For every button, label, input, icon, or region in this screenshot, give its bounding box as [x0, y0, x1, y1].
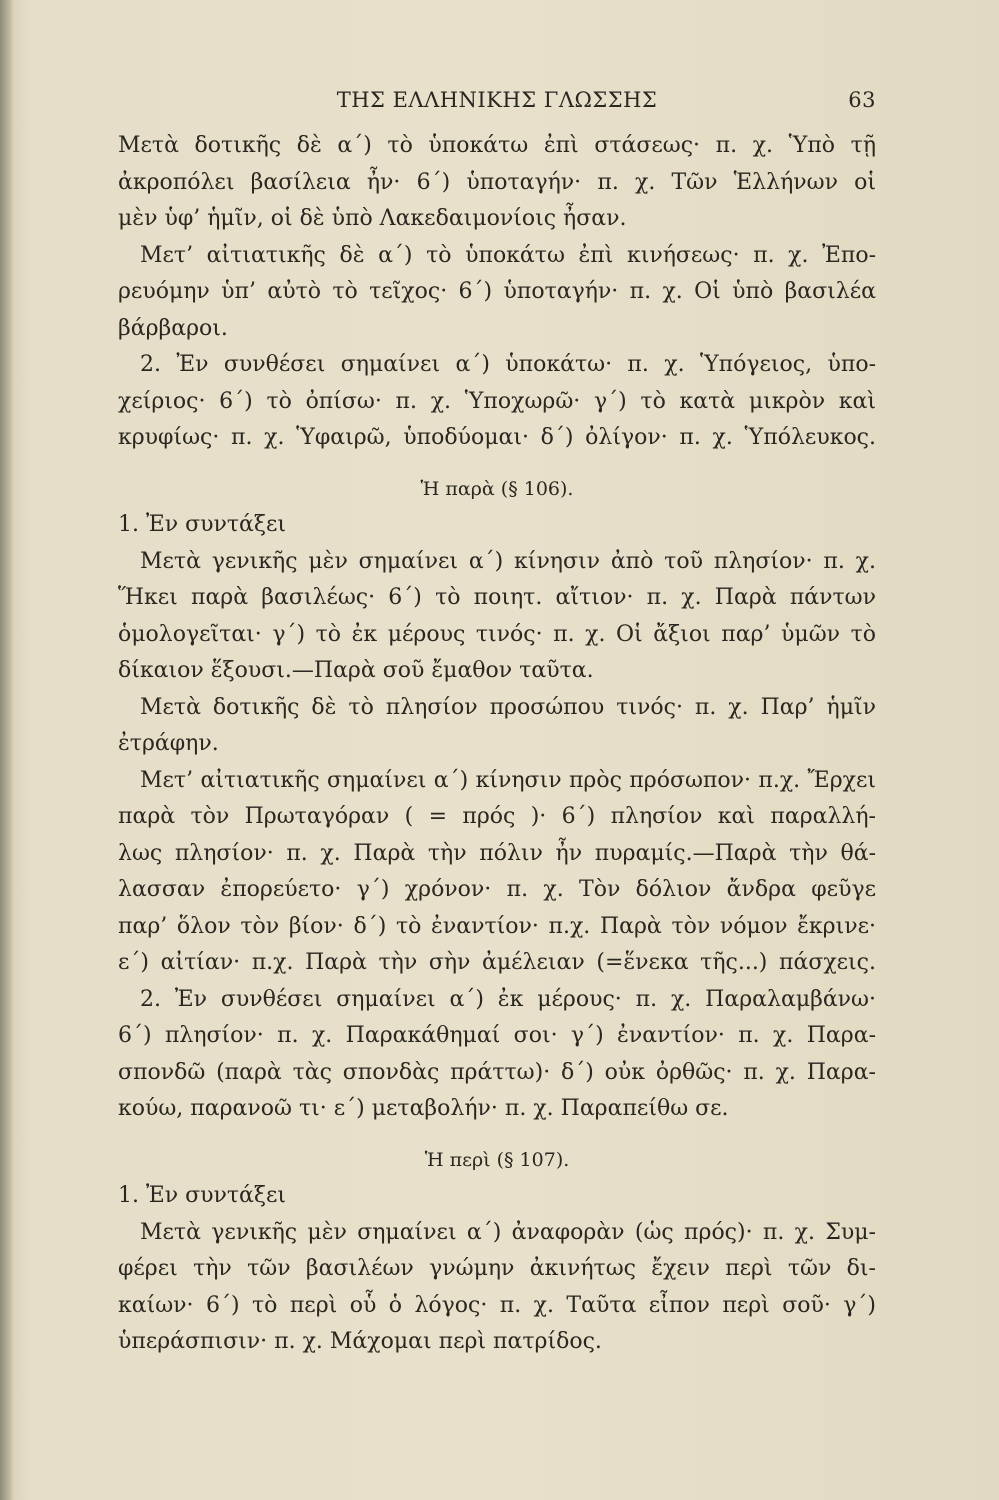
text-line: καίων· 6΄) τὸ περὶ οὗ ὁ λόγος· π. χ. Ταῦτα εἶπον περὶ σοῦ· γ΄): [118, 1292, 876, 1318]
text-line: παρὰ τὸν Πρωταγόραν ( = πρός )· 6΄) πλησίον καὶ παραλλή-: [118, 804, 876, 829]
text-line: χείριος· 6΄) τὸ ὀπίσω· π. χ. Ὑποχωρῶ· γ΄) τὸ κατὰ μικρὸν καὶ: [118, 388, 876, 414]
text-line: Μετὰ δοτικῆς δὲ α΄) τὸ ὑποκάτω ἐπὶ στάσεως· π. χ. Ὑπὸ τῇ: [118, 133, 876, 158]
subsection-label: 1. Ἐν συντάξει: [118, 512, 287, 537]
page-number: 63: [848, 88, 876, 112]
text-line: ἀκροπόλει βασίλεια ἦν· 6΄) ὑποταγήν· π. χ. Τῶν Ἑλλήνων οἱ: [118, 169, 876, 195]
text-line: Μετὰ γενικῆς μὲν σημαίνει α΄) ἀναφορὰν (ὡς πρός)· π. χ. Συμ-: [140, 1219, 876, 1245]
body-text: [118, 128, 876, 1361]
running-title: ΤΗΣ ΕΛΛΗΝΙΚΗΣ ΓΛΩΣΣΗΣ: [336, 88, 658, 112]
text-line: ρευόμην ὑπ’ αὐτὸ τὸ τεῖχος· 6΄) ὑποταγήν· π. χ. Οἱ ὑπὸ βασιλέα: [118, 279, 876, 304]
text-line: Μετ’ αἰτιατικῆς σημαίνει α΄) κίνησιν πρὸς πρόσωπον· π.χ. Ἔρχει: [140, 767, 876, 793]
text-line: παρ’ ὅλον τὸν βίον· δ΄) τὸ ἐναντίον· π.χ. Παρὰ τὸν νόμον ἔκρινε·: [118, 913, 876, 939]
text-line: Μετ’ αἰτιατικῆς δὲ α΄) τὸ ὑποκάτω ἐπὶ κινήσεως· π. χ. Ἐπο-: [140, 242, 876, 268]
subsection-label: 1. Ἐν συντάξει: [118, 1183, 287, 1208]
text-line: Μετὰ δοτικῆς δὲ τὸ πλησίον προσώπου τινός· π. χ. Παρ’ ἡμῖν: [140, 694, 876, 720]
text-line: λασσαν ἐπορεύετο· γ΄) χρόνον· π. χ. Τὸν δόλιον ἄνδρα φεῦγε: [118, 877, 876, 902]
text-line: σπονδῶ (παρὰ τὰς σπονδὰς πράττω)· δ΄) οὐκ ὀρθῶς· π. χ. Παρα-: [118, 1059, 876, 1085]
text-line: 2. Ἐν συνθέσει σημαίνει α΄) ἐκ μέρους· π. χ. Παραλαμβάνω·: [140, 986, 876, 1012]
text-line: 6΄) πλησίον· π. χ. Παρακάθημαί σοι· γ΄) ἐναντίον· π. χ. Παρα-: [118, 1023, 876, 1048]
text-line: ὑπεράσπισιν· π. χ. Μάχομαι περὶ πατρίδος.: [118, 1329, 602, 1354]
text-line: κρυφίως· π. χ. Ὑφαιρῶ, ὑποδύομαι· δ΄) ὀλίγον· π. χ. Ὑπόλευκος.: [118, 425, 876, 450]
text-line: Μετὰ γενικῆς μὲν σημαίνει α΄) κίνησιν ἀπὸ τοῦ πλησίον· π. χ.: [140, 548, 876, 574]
text-line: δίκαιον ἕξουσι.—Παρὰ σοῦ ἔμαθον ταῦτα.: [118, 658, 594, 683]
running-header: [118, 88, 876, 118]
text-line: Ἥκει παρὰ βασιλέως· 6΄) τὸ ποιητ. αἴτιον· π. χ. Παρὰ πάντων: [118, 585, 876, 610]
text-line: ε΄) αἰτίαν· π.χ. Παρὰ τὴν σὴν ἀμέλειαν (=ἕνεκα τῆς...) πάσχεις.: [118, 950, 876, 975]
text-line: κούω, παρανοῶ τι· ε΄) μεταβολήν· π. χ. Παραπείθω σε.: [118, 1096, 729, 1121]
text-line: φέρει τὴν τῶν βασιλέων γνώμην ἀκινήτως ἔχειν περὶ τῶν δι-: [118, 1256, 876, 1281]
book-spine-shadow: [0, 0, 14, 1500]
section-heading: Ἡ παρὰ (§ 106).: [420, 477, 574, 500]
text-line: ἐτράφην.: [118, 731, 219, 756]
text-line: μὲν ὑφ’ ἡμῖν, οἱ δὲ ὑπὸ Λακεδαιμονίοις ἦσαν.: [118, 206, 627, 231]
text-line: βάρβαροι.: [118, 315, 228, 341]
section-heading: Ἡ περὶ (§ 107).: [424, 1148, 570, 1171]
text-line: 2. Ἐν συνθέσει σημαίνει α΄) ὑποκάτω· π. χ. Ὑπόγειος, ὑπο-: [140, 352, 876, 377]
text-line: λως πλησίον· π. χ. Παρὰ τὴν πόλιν ἦν πυραμίς.—Παρὰ τὴν θά-: [118, 840, 876, 866]
text-line: ὁμολογεῖται· γ΄) τὸ ἐκ μέρους τινός· π. χ. Οἱ ἄξιοι παρ’ ὑμῶν τὸ: [118, 621, 876, 647]
